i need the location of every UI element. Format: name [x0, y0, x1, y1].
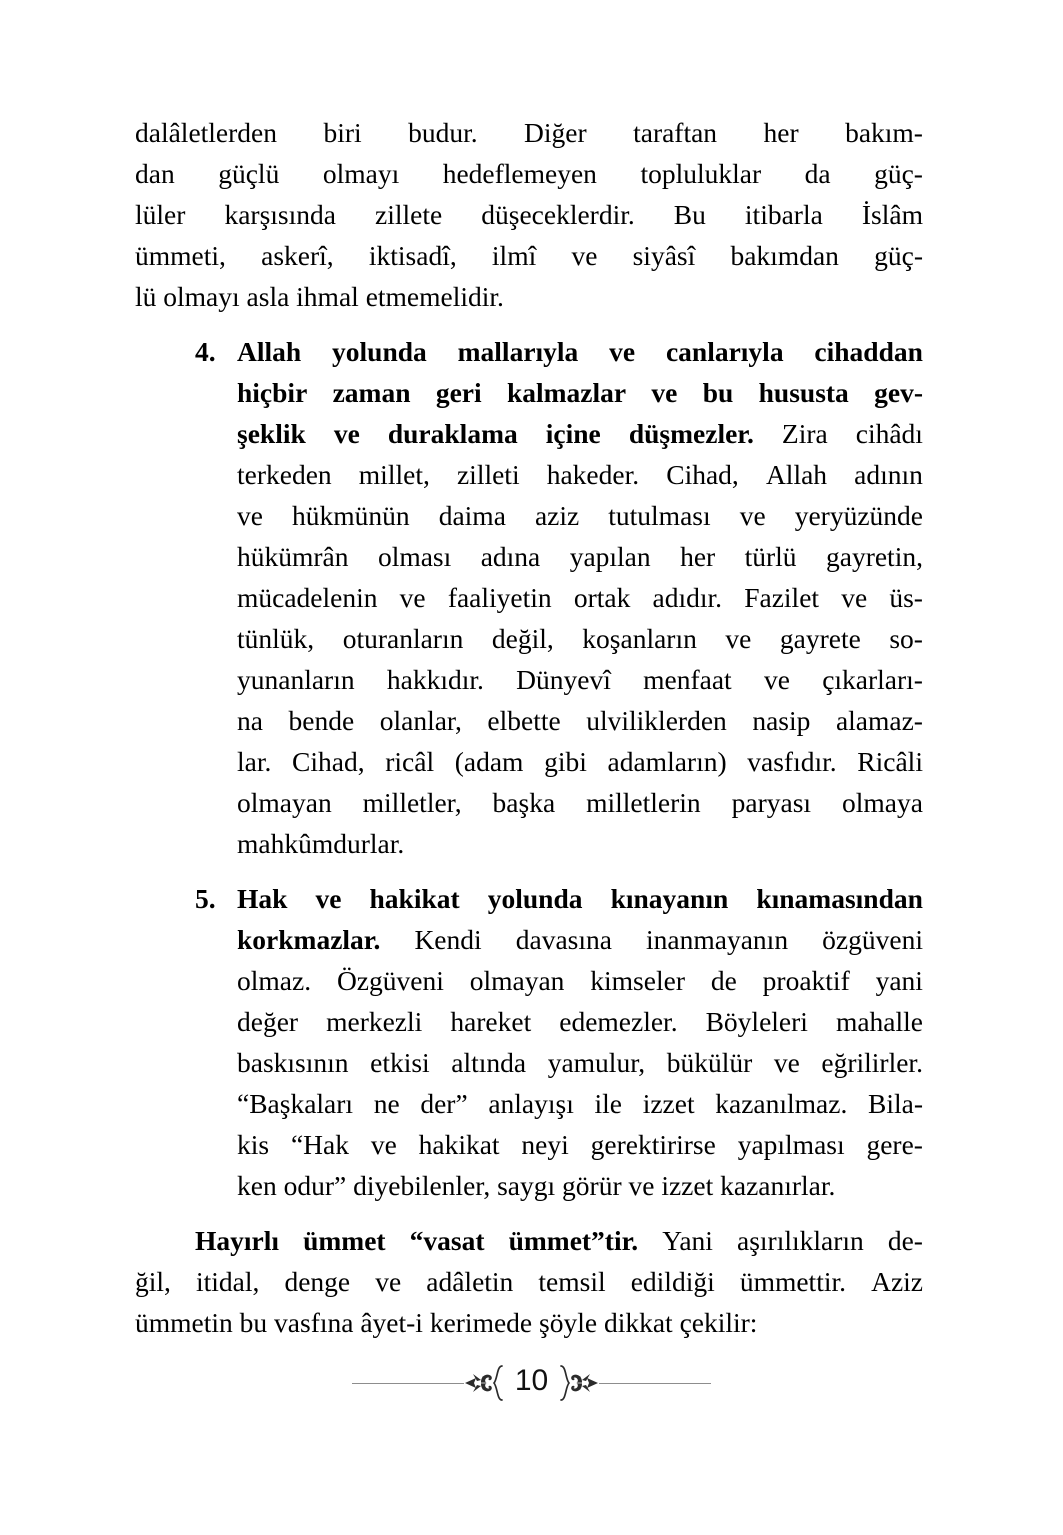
word: kerimede [429, 1307, 539, 1338]
word: karşısında [224, 199, 336, 230]
word: ümmetin [135, 1307, 240, 1338]
word: edemezler. [559, 1006, 678, 1037]
word: dalâletlerden [135, 117, 277, 148]
bold-word: şeklik [237, 418, 306, 449]
word: Fazilet [744, 582, 820, 613]
word: iktisadî, [368, 240, 457, 271]
word: budur. [408, 117, 478, 148]
word: hakeder. [546, 459, 640, 490]
paragraph [135, 1220, 923, 1343]
word: oturanların [342, 623, 464, 654]
bold-word: hiçbir [237, 377, 308, 408]
word: ve [399, 582, 426, 613]
word: milletlerin [586, 787, 701, 818]
word: Özgüveni [336, 965, 444, 996]
bold-word: ümmet”tir. [508, 1225, 639, 1256]
word: baskısının [237, 1047, 349, 1078]
word: lü [135, 281, 164, 312]
word: başka [492, 787, 556, 818]
word: izzet [642, 1088, 695, 1119]
word: olmayı [322, 158, 400, 189]
word: bende [288, 705, 355, 736]
word: so- [889, 623, 923, 654]
word: alamaz- [835, 705, 923, 736]
text-line [135, 536, 923, 577]
page-footer [0, 1363, 1063, 1403]
word: inanmayanın [646, 924, 789, 955]
word: elbette [487, 705, 561, 736]
text-line [135, 331, 923, 372]
word: Zira [781, 418, 828, 449]
word: ortak [573, 582, 631, 613]
word: Bu [673, 199, 706, 230]
bold-word: ve [609, 336, 636, 367]
word: anlayışı [488, 1088, 574, 1119]
list-item [135, 331, 923, 864]
word: hakikat [418, 1129, 500, 1160]
word: koşanların [582, 623, 697, 654]
word: değil, [491, 623, 554, 654]
text-line [135, 372, 923, 413]
bold-word: düşmezler. [628, 418, 754, 449]
word: denge [284, 1266, 351, 1297]
text-line [135, 618, 923, 659]
word: yapılan [569, 541, 651, 572]
text-line [135, 1124, 923, 1165]
word: (adam [454, 746, 524, 777]
word: güçlü [218, 158, 280, 189]
bold-word: korkmazlar. [237, 924, 381, 955]
bold-word: “vasat [409, 1225, 485, 1256]
word: nasip [752, 705, 811, 736]
bold-word: ve [651, 377, 678, 408]
word: na [237, 705, 263, 736]
word: daima [438, 500, 506, 531]
word: izzet [661, 1170, 721, 1201]
word: adına [480, 541, 541, 572]
word: vasfına [274, 1307, 361, 1338]
word: bakım- [845, 117, 923, 148]
text-line [135, 741, 923, 782]
word: Allah [765, 459, 828, 490]
word: adâletin [426, 1266, 514, 1297]
word: olmayan [237, 787, 332, 818]
word: ve [725, 623, 752, 654]
word: da [804, 158, 831, 189]
text-line [135, 1261, 923, 1302]
word: temsil [538, 1266, 606, 1297]
word: olmayı [163, 281, 247, 312]
word: bükülür [666, 1047, 753, 1078]
word: olması [377, 541, 452, 572]
word: neyi [521, 1129, 569, 1160]
word: gerektirirse [590, 1129, 716, 1160]
word: kis [237, 1129, 270, 1160]
word: cihâdı [855, 418, 923, 449]
bold-word: Hak [237, 883, 288, 914]
text-line [135, 919, 923, 960]
word: taraftan [633, 117, 718, 148]
paragraph [135, 112, 923, 317]
word: kimseler [590, 965, 685, 996]
text-column [135, 112, 923, 1357]
bold-word: yolunda [487, 883, 583, 914]
footer-rule-right [599, 1383, 711, 1384]
bold-word: gev- [874, 377, 923, 408]
bold-word: kınayanın [610, 883, 729, 914]
word: hakkıdır. [386, 664, 484, 695]
word: ve [370, 1129, 397, 1160]
word: gayrete [779, 623, 861, 654]
word: ihmal [296, 281, 366, 312]
word: ricâl [385, 746, 435, 777]
word: kazanırlar. [720, 1170, 836, 1201]
word: olmaya [842, 787, 923, 818]
word: adıdır. [652, 582, 723, 613]
word: eğrilirler. [821, 1047, 923, 1078]
word: lüler [135, 199, 186, 230]
word: İslâm [861, 199, 923, 230]
word: Ricâli [857, 746, 923, 777]
text-line [135, 1042, 923, 1083]
word: adamların) [607, 746, 727, 777]
word: yani [875, 965, 923, 996]
word: Böyleleri [705, 1006, 808, 1037]
word: düşeceklerdir. [481, 199, 635, 230]
word: Cihad, [292, 746, 365, 777]
text-line [135, 659, 923, 700]
word: lar. [237, 746, 272, 777]
word: proaktif [762, 965, 850, 996]
word: etkisi [370, 1047, 430, 1078]
bold-word: Hayırlı [195, 1225, 280, 1256]
word: yamulur, [547, 1047, 646, 1078]
word: ve [739, 500, 766, 531]
footer-rule-left [352, 1383, 464, 1384]
word: hareket [450, 1006, 532, 1037]
list-item-number: 5. [195, 883, 216, 914]
word: aşırılıkların [736, 1225, 864, 1256]
word: terkeden [237, 459, 332, 490]
word: ve [571, 240, 598, 271]
word: güç- [874, 240, 923, 271]
word: zillete [375, 199, 443, 230]
word: ümmeti, [135, 240, 226, 271]
word: davasına [515, 924, 612, 955]
word: ne [373, 1088, 400, 1119]
word: türlü [744, 541, 797, 572]
word: ve [841, 582, 868, 613]
text-line [135, 878, 923, 919]
word: olanlar, [379, 705, 462, 736]
word: mahalle [835, 1006, 923, 1037]
list-item-number: 4. [195, 336, 216, 367]
word: dikkat [603, 1307, 680, 1338]
word: ken [237, 1170, 284, 1201]
word: olmaz. [237, 965, 312, 996]
word: millet, [358, 459, 430, 490]
list-item [135, 878, 923, 1206]
word: çıkarları- [822, 664, 923, 695]
bold-word: ve [315, 883, 342, 914]
bold-word: canlarıyla [665, 336, 784, 367]
word: hükümrân [237, 541, 349, 572]
word: ve [237, 500, 263, 531]
word: özgüveni [822, 924, 923, 955]
bold-word: hususta [758, 377, 849, 408]
word: vasfıdır. [747, 746, 837, 777]
page-number: 10 [514, 1364, 549, 1397]
word: her [680, 541, 716, 572]
word: gere- [866, 1129, 923, 1160]
text-line [135, 1083, 923, 1124]
text-line [135, 112, 923, 153]
word: tünlük, [237, 623, 315, 654]
word: de [710, 965, 737, 996]
word: altında [451, 1047, 527, 1078]
word: Cihad, [666, 459, 739, 490]
word: etmemelidir. [365, 281, 504, 312]
text-line [135, 413, 923, 454]
word: Diğer [524, 117, 587, 148]
bold-word: kalmazlar [506, 377, 627, 408]
bold-word: Allah [237, 336, 302, 367]
bold-word: ve [333, 418, 360, 449]
word: itidal, [195, 1266, 260, 1297]
word: merkezli [326, 1006, 423, 1037]
word: “Başkaları [237, 1088, 354, 1119]
word: âyet-i [360, 1307, 430, 1338]
word: adının [854, 459, 923, 490]
word: değer [237, 1006, 299, 1037]
word: askerî, [261, 240, 334, 271]
word: kazanılmaz. [715, 1088, 848, 1119]
word: biri [323, 117, 362, 148]
word: üs- [889, 582, 923, 613]
word: Kendi [414, 924, 482, 955]
word: paryası [731, 787, 812, 818]
word: görür [562, 1170, 629, 1201]
word: ve [763, 664, 790, 695]
bold-word: zaman [332, 377, 411, 408]
text-line [135, 495, 923, 536]
word: bu [239, 1307, 275, 1338]
word: de- [887, 1225, 923, 1256]
text-line [135, 1220, 923, 1261]
word: “Hak [290, 1129, 349, 1160]
word: ile [594, 1088, 623, 1119]
text-line [135, 1165, 923, 1206]
word: güç- [874, 158, 923, 189]
text-line [135, 782, 923, 823]
word: der” [420, 1088, 468, 1119]
word: diyebilenler, [353, 1170, 498, 1201]
bold-word: duraklama [387, 418, 518, 449]
text-line [135, 960, 923, 1001]
word: odur” [283, 1170, 354, 1201]
text-line [135, 276, 923, 317]
word: ulviliklerden [586, 705, 727, 736]
word: ve [773, 1047, 800, 1078]
word: Aziz [871, 1266, 923, 1297]
bold-word: cihaddan [814, 336, 923, 367]
word: bakımdan [730, 240, 839, 271]
text-line [135, 454, 923, 495]
word: ve [628, 1170, 662, 1201]
text-line [135, 153, 923, 194]
word: yeryüzünde [794, 500, 923, 531]
word: siyâsî [632, 240, 696, 271]
word: Bila- [867, 1088, 923, 1119]
word: olmayan [469, 965, 565, 996]
bold-word: mallarıyla [457, 336, 579, 367]
word: ümmettir. [739, 1266, 846, 1297]
word: gayretin, [825, 541, 923, 572]
word: ğil, [135, 1266, 171, 1297]
word: mücadelenin [237, 582, 378, 613]
word: yapılması [737, 1129, 845, 1160]
word: şöyle [539, 1307, 604, 1338]
word: hedeflemeyen [442, 158, 597, 189]
bold-word: geri [435, 377, 482, 408]
word: gibi [544, 746, 587, 777]
word: çekilir: [679, 1307, 758, 1338]
text-line [135, 577, 923, 618]
word: topluluklar [640, 158, 762, 189]
word: hükmünün [292, 500, 410, 531]
bold-word: kınamasından [756, 883, 923, 914]
text-line [135, 700, 923, 741]
bold-word: içine [545, 418, 601, 449]
word: Yani [662, 1225, 713, 1256]
word: Dünyevî [516, 664, 611, 695]
word: zilleti [456, 459, 520, 490]
text-line [135, 1302, 923, 1343]
word: yunanların [237, 664, 355, 695]
bold-word: yolunda [332, 336, 427, 367]
text-line [135, 1001, 923, 1042]
word: edildiği [630, 1266, 715, 1297]
word: mahkûmdurlar. [237, 828, 405, 859]
word: tutulması [608, 500, 711, 531]
left-floral-ornament-icon [464, 1363, 508, 1403]
bold-word: hakikat [369, 883, 460, 914]
word: her [763, 117, 799, 148]
word: asla [246, 281, 297, 312]
text-line [135, 194, 923, 235]
word: saygı [497, 1170, 563, 1201]
text-line [135, 235, 923, 276]
right-floral-ornament-icon [555, 1363, 599, 1403]
word: itibarla [744, 199, 823, 230]
word: ve [375, 1266, 402, 1297]
word: menfaat [643, 664, 732, 695]
text-line [135, 823, 923, 864]
word: dan [135, 158, 175, 189]
word: faaliyetin [447, 582, 552, 613]
bold-word: bu [702, 377, 734, 408]
word: aziz [534, 500, 580, 531]
word: ilmî [491, 240, 537, 271]
word: milletler, [362, 787, 462, 818]
bold-word: ümmet [303, 1225, 386, 1256]
